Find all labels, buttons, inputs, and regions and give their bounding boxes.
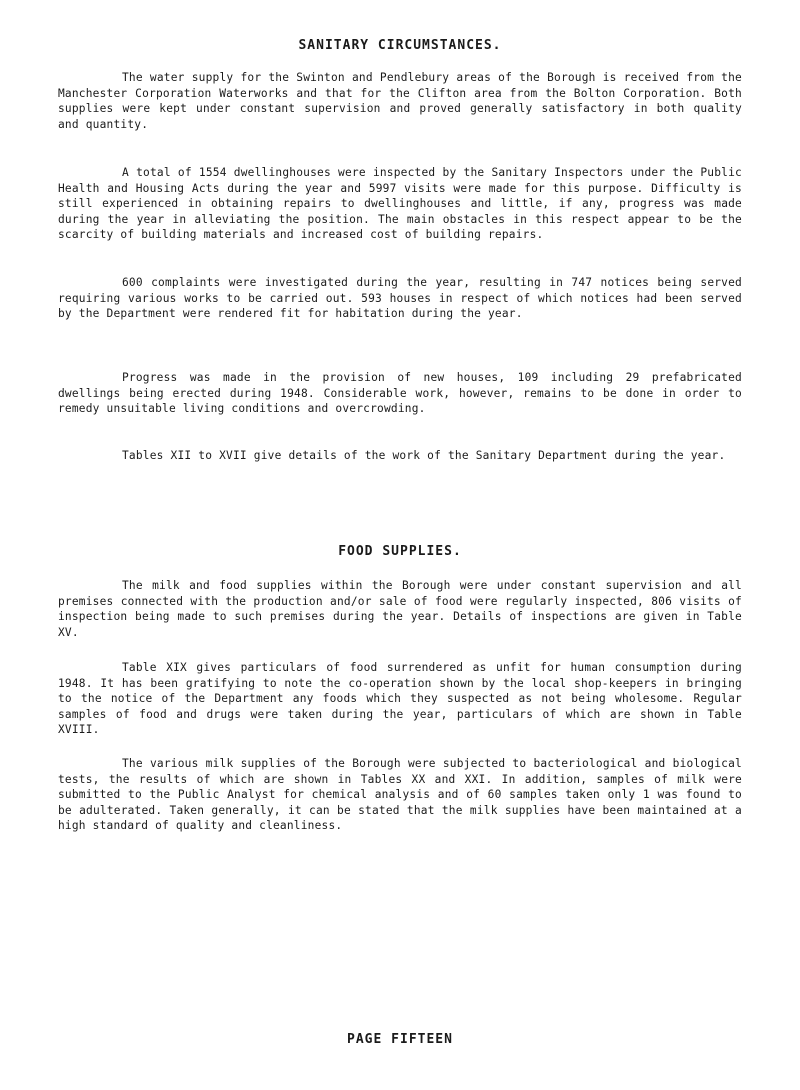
section-heading-food: FOOD SUPPLIES. bbox=[338, 544, 462, 559]
paragraph-milk-tests: The various milk supplies of the Borough were subjected to bacteriological and biological tests, the results of which are shown in Tables XX and XXI. In addition, samples of milk were submitted to the Public Analyst for chemical analysis and of 60 samples taken only 1 was found to be adulterated. Taken generally, it can be stated that the milk supplies have been maintained at a high standard of quality and cleanliness. bbox=[58, 757, 742, 833]
paragraph-water-supply: The water supply for the Swinton and Pendlebury areas of the Borough is received from the Manchester Corporation Waterworks and that for the Clifton area from the Bolton Corporation. Both supplies were kept under constant supervision and proved generally satisfactory in both quality and quantity. bbox=[58, 71, 742, 131]
paragraph-new-houses: Progress was made in the provision of new houses, 109 including 29 prefabricated dwellings being erected during 1948. Considerable work, however, remains to be done in order to remedy unsuitable living conditions and overcrowding. bbox=[58, 371, 742, 416]
paragraph-complaints: 600 complaints were investigated during the year, resulting in 747 notices being served requiring various works to be carried out. 593 houses in respect of which notices had been served by the Department were rendered fit for habitation during the year. bbox=[58, 276, 742, 321]
paragraph-dwellinghouses: A total of 1554 dwellinghouses were inspected by the Sanitary Inspectors under the Public Health and Housing Acts during the year and 5997 visits were made for this purpose. Difficulty is still experienced in obtaining repairs to dwellinghouses and little, if any, progress was made during the year in alleviating the position. The main obstacles in this respect appear to be the scarcity of building materials and increased cost of building repairs. bbox=[58, 166, 742, 242]
paragraph-milk-food-supervision: The milk and food supplies within the Borough were under constant supervision and all premises connected with the production and/or sale of food were regularly inspected, 806 visits of inspection being made to such premises during the year. Details of inspections are given in Table XV. bbox=[58, 579, 742, 639]
paragraph-tables-reference: Tables XII to XVII give details of the work of the Sanitary Department during the year. bbox=[122, 449, 726, 462]
page-number: PAGE FIFTEEN bbox=[347, 1032, 453, 1047]
paragraph-food-surrendered: Table XIX gives particulars of food surrendered as unfit for human consumption during 1948. It has been gratifying to note the co-operation shown by the local shop-keepers in bringing to the notice of the Department any foods which they suspected as not being wholesome. Regular samples of food and drugs were taken during the year, particulars of which are shown in Table XVIII. bbox=[58, 661, 742, 737]
section-heading-sanitary: SANITARY CIRCUMSTANCES. bbox=[298, 38, 502, 53]
